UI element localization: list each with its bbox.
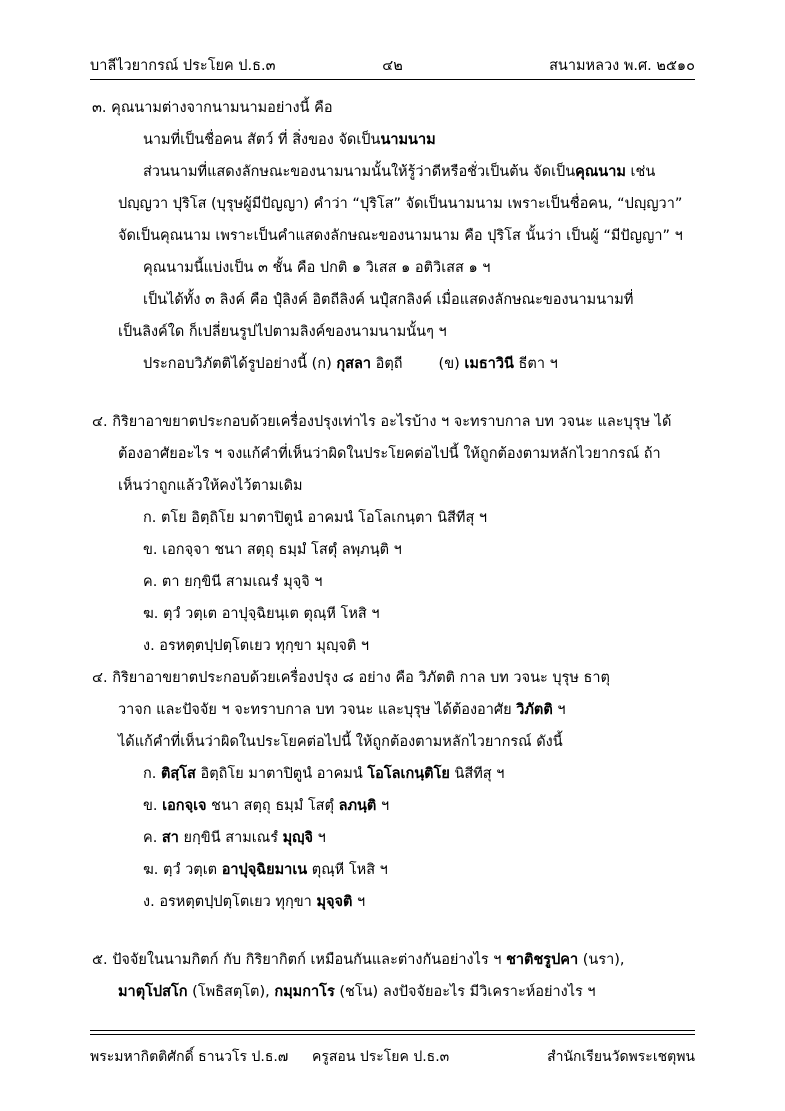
q3-line-5: คุณนามนี้แบ่งเป็น ๓ ชั้น คือ ปกติ ๑ วิเสส ๑ อติวิเสส ๑ ฯ bbox=[143, 260, 491, 276]
a4-line-3: ได้แก้คำที่เห็นว่าผิดในประโยคต่อไปนี้ ให้ถูกต้องตามหลักไวยากรณ์ ดังนี้ bbox=[118, 734, 563, 750]
q3-line-7: เป็นลิงค์ใด ก็เปลี่ยนรูปไปตามลิงค์ของนามนามนั้นๆ ฯ bbox=[118, 324, 447, 340]
header-rule bbox=[90, 79, 695, 80]
q5-line-1: ๕. ปัจจัยในนามกิตก์ กับ กิริยากิตก์ เหมือนกันและต่างกันอย่างไร ฯ ชาติชรูปคา (นรา), bbox=[92, 952, 625, 968]
q4-line-1: ๔. กิริยาอาขยาตประกอบด้วยเครื่องปรุงเท่าไร อะไรบ้าง ฯ จะทราบกาล บท วจนะ และบุรุษ ได้ bbox=[92, 414, 672, 430]
q3-line-3: ปญฺญวา ปุริโส (บุรุษผู้มีปัญญา) คำว่า “ปุริโส” จัดเป็นนามนาม เพราะเป็นชื่อคน, “ปญฺญวา” bbox=[118, 196, 683, 212]
header-left: บาลีไวยากรณ์ ประโยค ป.ธ.๓ bbox=[90, 58, 276, 74]
page-footer bbox=[90, 1046, 695, 1068]
q3-line-8: ประกอบวิภัตติได้รูปอย่างนี้ (ก) กุสลา อิตฺถี (ข) เมธาวินี ธีตา ฯ bbox=[143, 356, 558, 372]
q3-line-2: ส่วนนามที่แสดงลักษณะของนามนามนั้นให้รู้ว่าดีหรือชั่วเป็นต้น จัดเป็นคุณนาม เช่น bbox=[143, 164, 656, 180]
q4-item: ค. ตา ยกฺขินี สามเณรํ มุจฺจิ ฯ bbox=[143, 574, 323, 590]
a4-line-1: ๔. กิริยาอาขยาตประกอบด้วยเครื่องปรุง ๘ อย่าง คือ วิภัตติ กาล บท วจนะ บุรุษ ธาตุ bbox=[92, 670, 610, 686]
q4-item: ง. อรหตฺตปฺปตฺโตเยว ทุกฺขา มุญฺจติ ฯ bbox=[143, 638, 369, 654]
q4-item: ข. เอกจฺจา ชนา สตฺถุ ธมฺมํ โสตุํ ลพฺภนฺติ ฯ bbox=[143, 542, 402, 558]
a4-item: ฆ. ตฺวํ วตฺเต อาปุจฺฉิยมาเน ตุณฺหี โหสิ ฯ bbox=[143, 862, 388, 878]
q4-line-3: เห็นว่าถูกแล้วให้คงไว้ตามเดิม bbox=[118, 478, 303, 494]
page-number: ๔๒ bbox=[382, 58, 403, 74]
footer-left: พระมหากิตติศักดิ์ ธานวโร ป.ธ.๗ bbox=[90, 1049, 289, 1065]
footer-right: สำนักเรียนวัดพระเชตุพน bbox=[547, 1049, 695, 1065]
a4-item: ง. อรหตฺตปฺปตฺโตเยว ทุกฺขา มุจฺจติ ฯ bbox=[143, 894, 366, 910]
footer-rule bbox=[90, 1034, 695, 1035]
q3-line-4: จัดเป็นคุณนาม เพราะเป็นคำแสดงลักษณะของนามนาม คือ ปุริโส นั้นว่า เป็นผู้ “มีปัญญา” ฯ bbox=[118, 228, 683, 244]
a4-item: ข. เอกจฺเจ ชนา สตฺถุ ธมฺมํ โสตุํ ลภนฺติ ฯ bbox=[143, 798, 390, 814]
q4-item: ก. ตโย อิตฺถิโย มาตาปิตูนํ อาคมนํ โอโลเกนฺตา นิสีทีสุ ฯ bbox=[143, 510, 488, 526]
q3-line-6: เป็นได้ทั้ง ๓ ลิงค์ คือ ปุํลิงค์ อิตถีลิงค์ นปุํสกลิงค์ เมื่อแสดงลักษณะของนามนามที่ bbox=[143, 292, 634, 308]
q3-title: ๓. คุณนามต่างจากนามนามอย่างนี้ คือ bbox=[92, 100, 333, 116]
q3-line-1: นามที่เป็นชื่อคน สัตว์ ที่ สิ่งของ จัดเป็นนามนาม bbox=[143, 132, 436, 148]
a4-item: ก. ติสฺโส อิตฺถิโย มาตาปิตูนํ อาคมนํ โอโลเกนฺติโย นิสีทีสุ ฯ bbox=[143, 766, 505, 782]
header-right: สนามหลวง พ.ศ. ๒๕๑๐ bbox=[549, 58, 695, 74]
a4-line-2: วาจก และปัจจัย ฯ จะทราบกาล บท วจนะ และบุรุษ ได้ต้องอาศัย วิภัตติ ฯ bbox=[118, 702, 566, 718]
footer-center: ครูสอน ประโยค ป.ธ.๓ bbox=[312, 1049, 450, 1065]
q4-item: ฆ. ตฺวํ วตฺเต อาปุจฺฉิยนฺเต ตุณฺหี โหสิ ฯ bbox=[143, 606, 380, 622]
q5-line-2: มาตุโปสโก (โพธิสตฺโต), กมฺมกาโร (ชโน) ลงปัจจัยอะไร มีวิเคราะห์อย่างไร ฯ bbox=[118, 984, 596, 1000]
footer-rule bbox=[90, 1030, 695, 1031]
a4-item: ค. สา ยกฺขินี สามเณรํ มุญฺจิ ฯ bbox=[143, 830, 326, 846]
q4-line-2: ต้องอาศัยอะไร ฯ จงแก้คำที่เห็นว่าผิดในประโยคต่อไปนี้ ให้ถูกต้องตามหลักไวยากรณ์ ถ้า bbox=[118, 446, 661, 462]
page-header bbox=[90, 54, 695, 76]
